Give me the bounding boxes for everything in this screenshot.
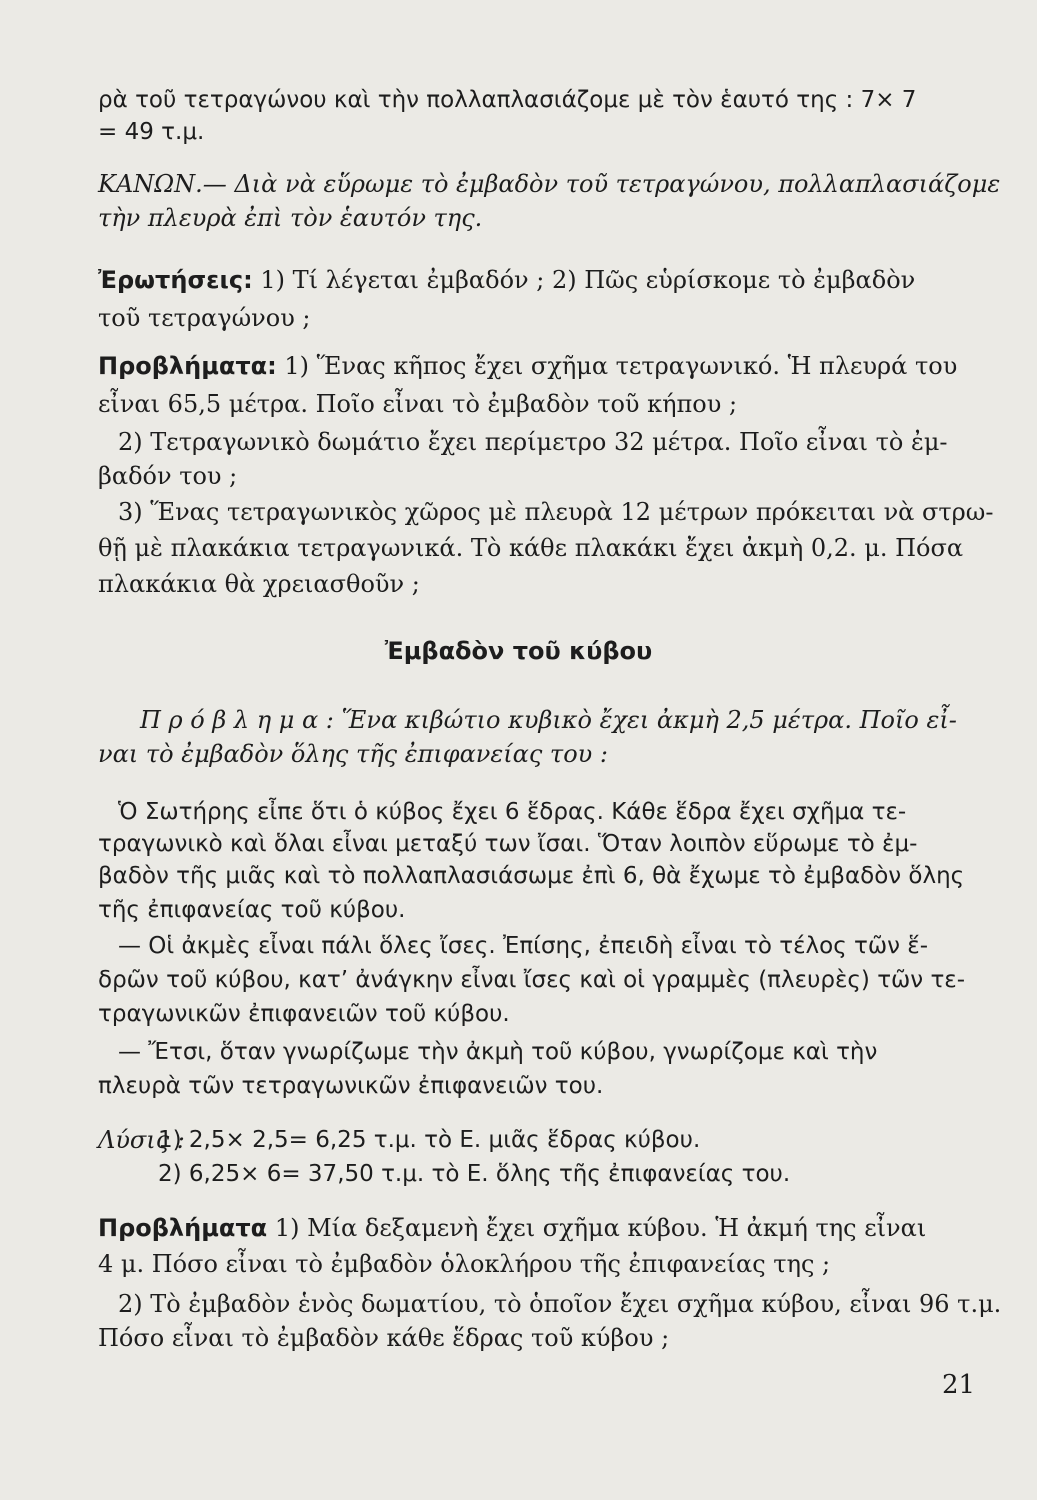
intro-line-2: = 49 τ.μ.	[98, 119, 205, 145]
page-number: 21	[942, 1370, 976, 1400]
problems1-line-6: θῇ μὲ πλακάκια τετραγωνικά. Τὸ κάθε πλακάκι ἔχει ἀκμὴ 0,2. μ. Πόσα	[98, 534, 964, 562]
rule-line-2: τὴν πλευρὰ ἐπὶ τὸν ἑαυτόν της.	[98, 204, 483, 232]
problem-line-2: ναι τὸ ἐμβαδὸν ὅλης τῆς ἐπιφανείας του :	[98, 740, 608, 768]
problems2-line-3: 2) Τὸ ἐμβαδὸν ἑνὸς δωματίου, τὸ ὁποῖον ἔχει σχῆμα κύβου, εἶναι 96 τ.μ.	[118, 1290, 1002, 1318]
explanation-line-2: τραγωνικὸ καὶ ὅλαι εἶναι μεταξύ των ἴσαι. Ὅταν λοιπὸν εὕρωμε τὸ ἐμ-	[98, 831, 918, 857]
explanation-line-4: τῆς ἐπιφανείας τοῦ κύβου.	[98, 897, 406, 923]
rule-line-1: Διὰ νὰ εὕρωμε τὸ ἐμβαδὸν τοῦ τετραγώνου, πολλαπλασιάζομε	[234, 170, 1001, 198]
intro-line-1: ρὰ τοῦ τετραγώνου καὶ τὴν πολλαπλασιάζομε μὲ τὸν ἑαυτό της : 7× 7	[98, 87, 917, 113]
questions-line-1: 1) Τί λέγεται ἐμβαδόν ; 2) Πῶς εὑρίσκομε τὸ ἐμβαδὸν	[260, 266, 916, 294]
problems1-line-1: 1) Ἕνας κῆπος ἔχει σχῆμα τετραγωνικό. Ἡ πλευρά του	[284, 352, 958, 380]
problems2-line-1: 1) Μία δεξαμενὴ ἔχει σχῆμα κύβου. Ἡ ἀκμή της εἶναι	[274, 1214, 927, 1242]
solution-line-1: 1) 2,5× 2,5= 6,25 τ.μ. τὸ Ε. μιᾶς ἕδρας κύβου.	[158, 1127, 701, 1153]
problem-line-1: Ἕνα κιβώτιο κυβικὸ ἔχει ἀκμὴ 2,5 μέτρα. Ποῖο εἶ-	[341, 706, 957, 734]
problems1-line-7: πλακάκια θὰ χρειασθοῦν ;	[98, 570, 420, 598]
explanation-line-9: πλευρὰ τῶν τετραγωνικῶν ἐπιφανειῶν του.	[98, 1073, 604, 1099]
solution-label: Λύσις :	[98, 1126, 185, 1154]
problems1-paragraph	[98, 350, 957, 382]
rule-paragraph	[98, 168, 1000, 200]
problems1-line-4: βαδόν του ;	[98, 462, 238, 490]
problems1-label: Προβλήματα:	[98, 352, 277, 380]
problem-label: Π ρ ό β λ η μ α :	[140, 706, 334, 734]
problems2-line-2: 4 μ. Πόσο εἶναι τὸ ἐμβαδὸν ὁλοκλήρου τῆς ἐπιφανείας της ;	[98, 1250, 831, 1278]
rule-label: ΚΑΝΩΝ.—	[98, 170, 227, 198]
section-title: Ἐμβαδὸν τοῦ κύβου	[384, 637, 653, 665]
problems2-paragraph	[98, 1212, 926, 1244]
explanation-line-8: — Ἔτσι, ὅταν γνωρίζωμε τὴν ἀκμὴ τοῦ κύβου, γνωρίζομε καὶ τὴν	[118, 1039, 878, 1065]
questions-paragraph	[98, 264, 915, 296]
explanation-line-6: δρῶν τοῦ κύβου, κατ’ ἀνάγκην εἶναι ἴσες καὶ οἱ γραμμὲς (πλευρὲς) τῶν τε-	[98, 967, 966, 993]
problems1-line-3: 2) Τετραγωνικὸ δωμάτιο ἔχει περίμετρο 32 μέτρα. Ποῖο εἶναι τὸ ἐμ-	[118, 428, 948, 456]
solution-line-2: 2) 6,25× 6= 37,50 τ.μ. τὸ Ε. ὅλης τῆς ἐπιφανείας του.	[158, 1161, 791, 1187]
problems2-label: Προβλήματα	[98, 1214, 268, 1242]
questions-line-2: τοῦ τετραγώνου ;	[98, 304, 311, 332]
explanation-line-7: τραγωνικῶν ἐπιφανειῶν τοῦ κύβου.	[98, 1001, 510, 1027]
problem-paragraph	[140, 704, 957, 736]
explanation-line-5: — Οἱ ἀκμὲς εἶναι πάλι ὅλες ἴσες. Ἐπίσης, ἐπειδὴ εἶναι τὸ τέλος τῶν ἕ-	[118, 933, 928, 959]
explanation-line-3: βαδὸν τῆς μιᾶς καὶ τὸ πολλαπλασιάσωμε ἐπὶ 6, θὰ ἔχωμε τὸ ἐμβαδὸν ὅλης	[98, 863, 965, 889]
problems2-line-4: Πόσο εἶναι τὸ ἐμβαδὸν κάθε ἕδρας τοῦ κύβου ;	[98, 1324, 670, 1352]
problems1-line-5: 3) Ἕνας τετραγωνικὸς χῶρος μὲ πλευρὰ 12 μέτρων πρόκειται νὰ στρω-	[118, 498, 994, 526]
problems1-line-2: εἶναι 65,5 μέτρα. Ποῖο εἶναι τὸ ἐμβαδὸν τοῦ κήπου ;	[98, 390, 738, 418]
questions-label: Ἐρωτήσεις:	[98, 266, 253, 294]
explanation-line-1: Ὁ Σωτήρης εἶπε ὅτι ὁ κύβος ἔχει 6 ἕδρας. Κάθε ἕδρα ἔχει σχῆμα τε-	[118, 799, 907, 825]
